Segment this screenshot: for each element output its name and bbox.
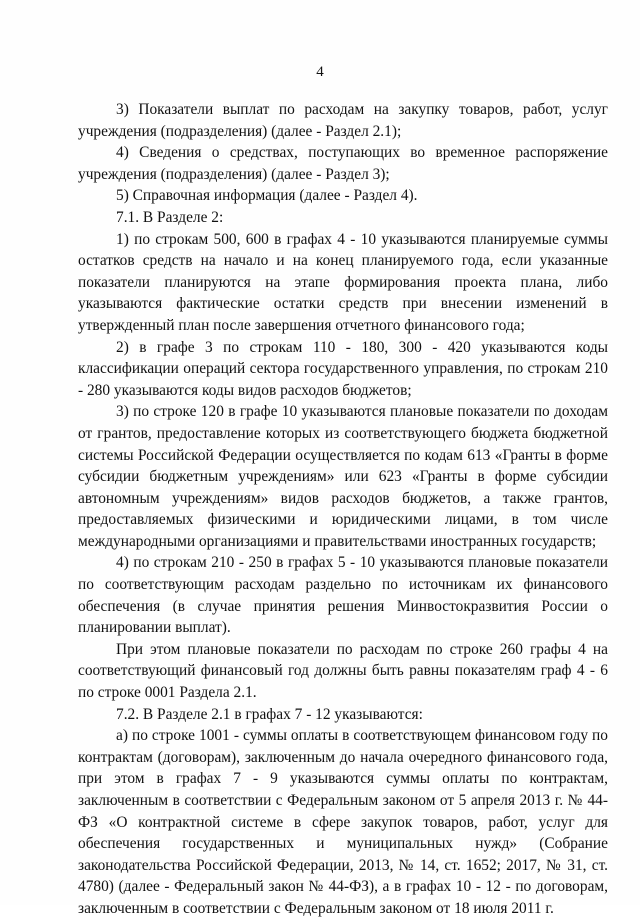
- paragraph-note: При этом плановые показатели по расходам по строке 260 графы 4 на соответствующий финансовый год должны быть равны показателям граф 4 - 6 по строке 0001 Раздела 2.1.: [78, 640, 608, 702]
- paragraph-section-4: 5) Справочная информация (далее - Раздел 4).: [116, 187, 418, 205]
- heading-7-2: 7.2. В Разделе 2.1 в графах 7 - 12 указываются:: [116, 705, 423, 723]
- paragraph-item-3: 3) по строке 120 в графе 10 указываются плановые показатели по доходам от грантов, предоставление которых из соответствующего бюджета бюджетной системы Российской Федерации осуществляется по кодам 613 «Гранты в форме субсидии бюджетным учреждениям» или 623 «Гранты в форме субсидии автономным учреждениям» видов расходов бюджетов, а также грантов, предоставляемых физическими и юридическими лицами, в том числе международными организациями и правительствами иностранных государств;: [78, 403, 608, 550]
- paragraph-item-a: а) по строке 1001 - суммы оплаты в соответствующем финансовом году по контрактам (договорам), заключенным до начала очередного финансового года, при этом в графах 7 - 9 указываются суммы оплаты по контрактам, заключенным в соответствии с Федеральным законом от 5 апреля 2013 г. № 44-ФЗ «О контрактной системе в сфере закупок товаров, работ, услуг для обеспечения государственных и муниципальных нужд» (Собрание законодательства Российской Федерации, 2013, № 14, ст. 1652; 2017, № 31, ст. 4780) (далее - Федеральный закон № 44-ФЗ), а в графах 10 - 12 - по договорам, заключенным в соответствии с Федеральным законом от 18 июля 2011 г.: [78, 727, 608, 917]
- paragraph-item-4: 4) по строкам 210 - 250 в графах 5 - 10 указываются плановые показатели по соответствующим расходам раздельно по источникам их финансового обеспечения (в случае принятия решения Минвостокразвития России о планировании выплат).: [78, 554, 608, 637]
- paragraph-section-2-1: 3) Показатели выплат по расходам на закупку товаров, работ, услуг учреждения (подразделения) (далее - Раздел 2.1);: [78, 101, 608, 140]
- heading-7-1: 7.1. В Разделе 2:: [116, 208, 224, 226]
- page-number: 4: [316, 64, 324, 80]
- paragraph-item-2: 2) в графе 3 по строкам 110 - 180, 300 - 420 указываются коды классификации операций сектора государственного управления, по строкам 210 - 280 указываются коды видов расходов бюджетов;: [78, 338, 608, 399]
- paragraph-item-1: 1) по строкам 500, 600 в графах 4 - 10 указываются планируемые суммы остатков средств на начало и на конец планируемого года, если указанные показатели планируются на этапе формирования проекта плана, либо указываются фактические остатки средств при внесении изменений в утвержденный план после завершения отчетного финансового года;: [78, 230, 608, 334]
- paragraph-section-3: 4) Сведения о средствах, поступающих во временное распоряжение учреждения (подразделения) (далее - Раздел 3);: [78, 144, 608, 183]
- document-body: [78, 99, 608, 920]
